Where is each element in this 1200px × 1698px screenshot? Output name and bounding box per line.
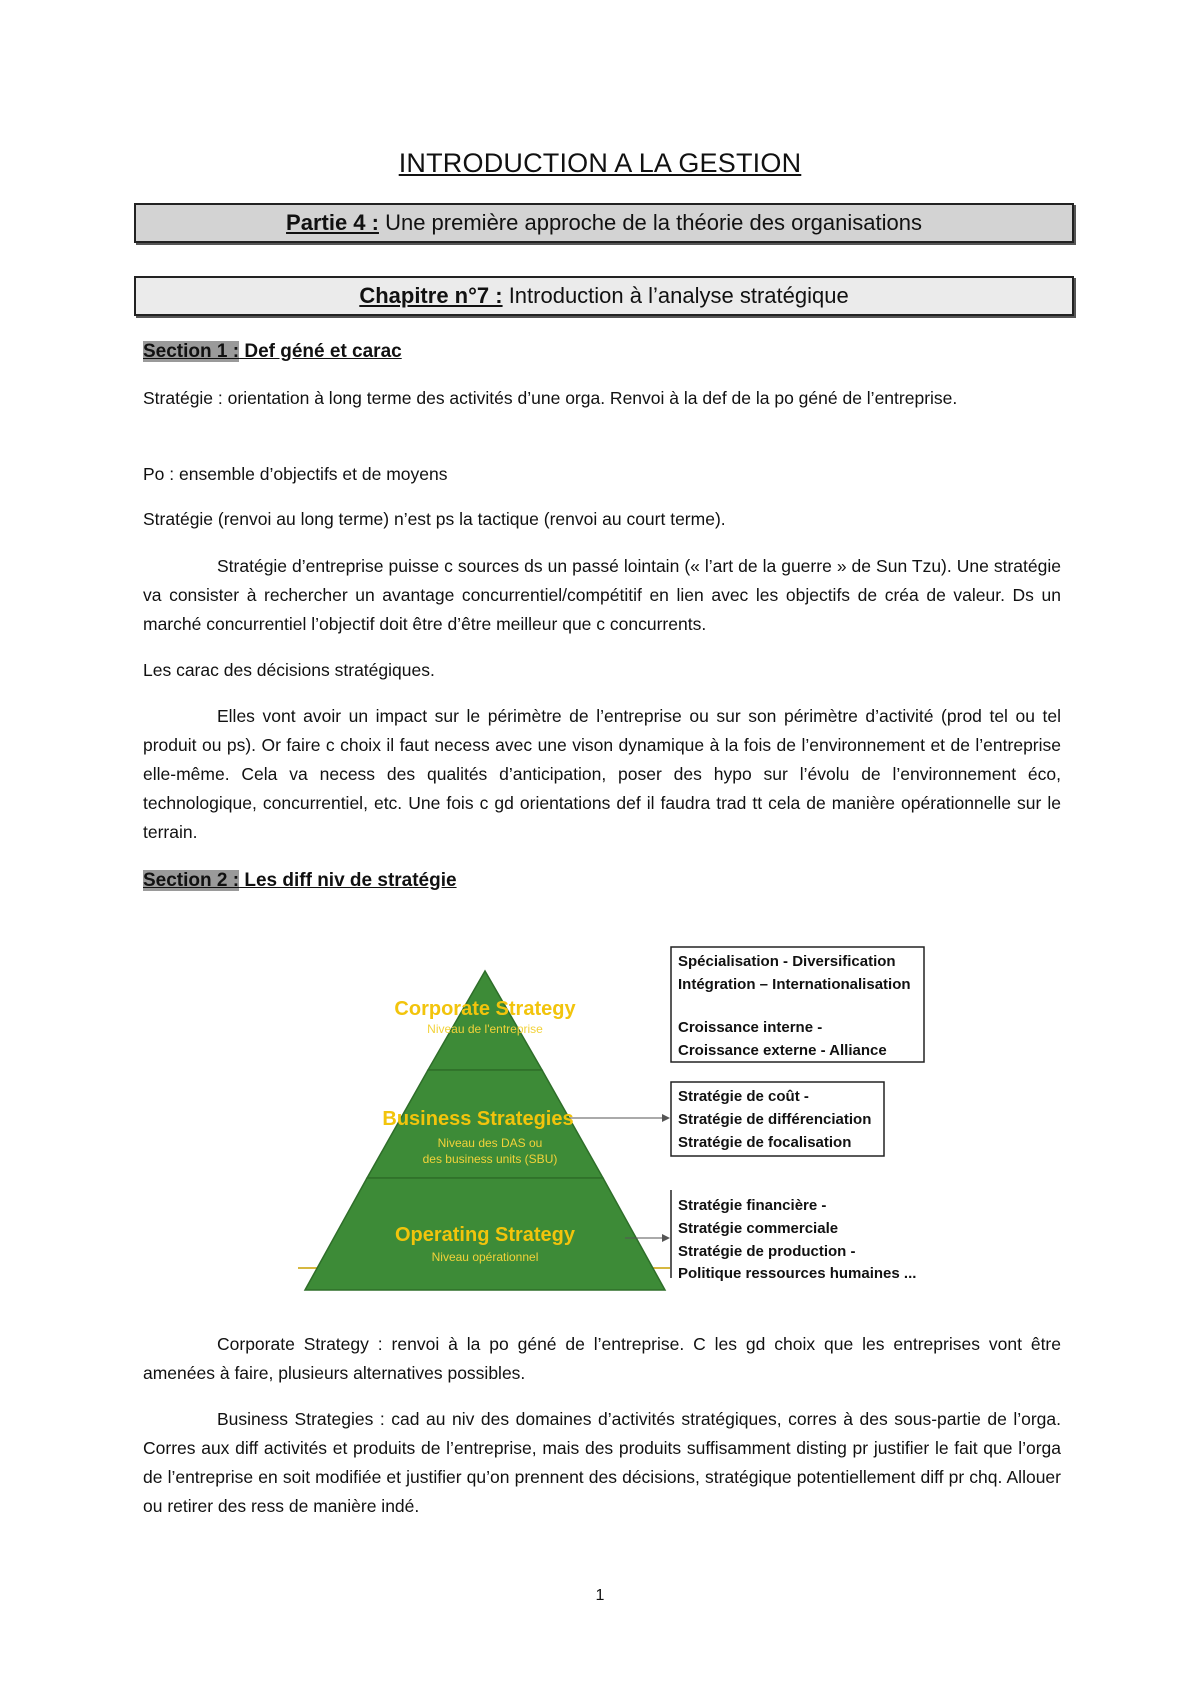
operating-option: Stratégie financière - — [678, 1197, 827, 1214]
level-title-business: Business Strategies — [382, 1108, 574, 1130]
operating-option: Stratégie commerciale — [678, 1220, 839, 1237]
section-2-heading — [143, 870, 457, 892]
document-title: INTRODUCTION A LA GESTION — [398, 148, 802, 178]
paragraph: Po : ensemble d’objectifs et de moyens — [143, 464, 448, 484]
paragraph: Corporate Strategy : renvoi à la po géné de l’entreprise. C les gd choix que les entreprises vont être amenées à faire, plusieurs alternatives possibles. — [143, 1334, 1061, 1383]
level-sub-business-1: Niveau des DAS ou — [437, 1136, 543, 1150]
corporate-option: Spécialisation - Diversification — [678, 953, 896, 970]
section-1-title: Def géné et carac — [239, 341, 402, 362]
paragraph: Stratégie (renvoi au long terme) n’est ps la tactique (renvoi au court terme). — [143, 509, 726, 529]
business-option: Stratégie de différenciation — [678, 1111, 872, 1128]
level-title-operating: Operating Strategy — [394, 1224, 576, 1246]
pyramid-tier-corporate — [428, 971, 542, 1070]
business-option: Stratégie de coût - — [678, 1088, 809, 1105]
arrow-business-head — [662, 1114, 670, 1122]
paragraph: Les carac des décisions stratégiques. — [143, 660, 435, 680]
section-1-heading — [143, 341, 402, 363]
level-sub-operating: Niveau opérationnel — [431, 1250, 539, 1264]
arrow-operating-head — [662, 1234, 670, 1242]
part-heading-box — [134, 203, 1074, 243]
corporate-option: Intégration – Internationalisation — [678, 976, 911, 993]
chapter-heading-box — [134, 276, 1074, 316]
strategy-pyramid-diagram — [290, 935, 930, 1305]
corporate-option: Croissance externe - Alliance — [678, 1042, 887, 1059]
paragraph: Elles vont avoir un impact sur le périmètre de l’entreprise ou sur son périmètre d’activité (prod tel ou tel produit ou ps). Or faire c choix il faut necess avec une vison dynamique à la fois de l’environnement et de l’entreprise elle-même. Cela va necess des qualités d’anticipation, poser des hypo sur l’évolu de l’environnement éco, technologique, concurrentiel, etc. Une fois c gd orientations def il faudra trad tt cela de manière opérationnelle sur le terrain. — [143, 706, 1061, 842]
corporate-option: Croissance interne - — [678, 1019, 823, 1036]
level-title-corporate: Corporate Strategy — [394, 998, 576, 1020]
level-sub-corporate: Niveau de l'entreprise — [427, 1022, 543, 1036]
page-number: 1 — [595, 1587, 605, 1604]
business-option: Stratégie de focalisation — [678, 1134, 852, 1151]
operating-option: Stratégie de production - — [678, 1243, 856, 1260]
paragraph: Stratégie d’entreprise puisse c sources ds un passé lointain (« l’art de la guerre » de Sun Tzu). Une stratégie va consister à rechercher un avantage concurrentiel/compétitif en lien avec les objectifs de créa de valeur. Ds un marché concurrentiel l’objectif doit être d’être meilleur que c concurrents. — [143, 556, 1061, 634]
part-label: Partie 4 : — [286, 210, 379, 235]
section-2-label: Section 2 : — [143, 870, 240, 891]
operating-option: Politique ressources humaines ... — [678, 1265, 917, 1282]
section-2-title: Les diff niv de stratégie — [239, 870, 457, 891]
part-title: Une première approche de la théorie des organisations — [378, 210, 922, 235]
level-sub-business-2: des business units (SBU) — [422, 1152, 558, 1166]
paragraph: Stratégie : orientation à long terme des activités d’une orga. Renvoi à la def de la po géné de l’entreprise. — [143, 388, 958, 408]
chapter-title: Introduction à l’analyse stratégique — [502, 283, 849, 308]
section-1-label: Section 1 : — [143, 341, 240, 362]
chapter-label: Chapitre n°7 : — [359, 283, 503, 308]
paragraph: Business Strategies : cad au niv des domaines d’activités stratégiques, corres à des sous-partie de l’orga. Corres aux diff activités et produits de l’entreprise, mais des produits suffisamment disting pr justifier le fait que l’orga de l’entreprise en soit modifiée et justifier qu’on prennent des décisions, stratégique potentiellement diff pr chq. Allouer ou retirer des ress de manière indé. — [143, 1409, 1061, 1516]
